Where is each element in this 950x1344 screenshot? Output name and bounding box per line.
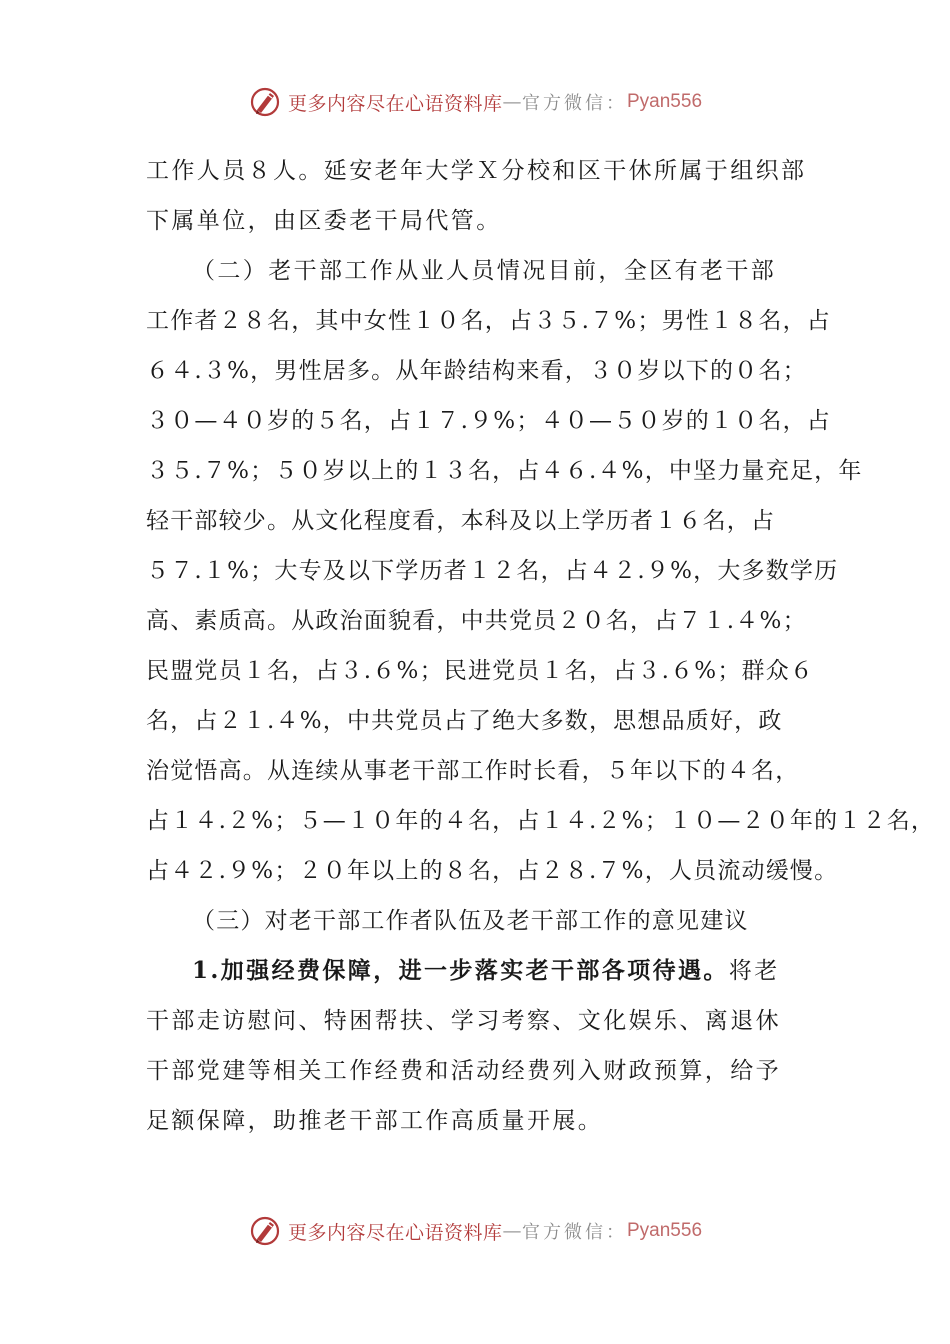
paragraph-line: 干部党建等相关工作经费和活动经费列入财政预算，给予 <box>146 1058 781 1084</box>
watermark-text: 更多内容尽在心语资料库 <box>287 1221 503 1244</box>
paragraph-line: 占１４.２%；５—１０年的４名，占１４.２%；１０—２０年的１２名， <box>146 808 936 834</box>
paragraph-line: ６４.３%，男性居多。从年龄结构来看，３０岁以下的０名； <box>146 358 807 384</box>
paragraph-line: 工作者２８名，其中女性１０名，占３５.７%；男性１８名，占 <box>146 308 831 334</box>
paragraph-line: ３０—４０岁的５名，占１７.９%；４０—５０岁的１０名，占 <box>146 408 831 434</box>
recommendation-title: 1.加强经费保障，进一步落实老干部各项待遇。 <box>192 957 729 984</box>
recommendation-text-start: 将老 <box>728 958 780 984</box>
paragraph-line: 轻干部较少。从文化程度看，本科及以上学历者１６名，占 <box>146 508 776 534</box>
paragraph-line: 下属单位，由区委老干局代管。 <box>146 208 502 234</box>
paragraph-line: 干部走访慰问、特困帮扶、学习考察、文化娱乐、离退休 <box>146 1008 781 1034</box>
section-heading-3: （三）对老干部工作者队伍及老干部工作的意见建议 <box>192 908 749 934</box>
watermark-dash: — <box>502 91 522 113</box>
paragraph-line: 治觉悟高。从连续从事老干部工作时长看，５年以下的４名， <box>146 758 800 784</box>
watermark-text: 更多内容尽在心语资料库 <box>287 92 503 115</box>
watermark-wechat-id: Pyan556 <box>627 91 703 112</box>
paragraph-line: 占４２.９%；２０年以上的８名，占２８.７%，人员流动缓慢。 <box>146 858 839 884</box>
watermark-dash: — <box>502 1220 522 1242</box>
watermark-footer <box>0 1209 950 1253</box>
pen-logo-icon <box>248 1214 282 1248</box>
paragraph-line: ３５.７%；５０岁以上的１３名，占４６.４%，中坚力量充足，年 <box>146 458 863 484</box>
paragraph-line: ５７.１%；大专及以下学历者１２名，占４２.９%，大多数学历 <box>146 558 839 584</box>
watermark-wechat-id: Pyan556 <box>627 1220 703 1241</box>
recommendation-line <box>146 946 811 996</box>
paragraph-line: 工作人员８人。延安老年大学Ｘ分校和区干休所属于组织部 <box>146 158 807 184</box>
document-body <box>146 146 936 1146</box>
pen-logo-icon <box>248 85 282 119</box>
paragraph-line: 高、素质高。从政治面貌看，中共党员２０名，占７１.４%； <box>146 608 807 634</box>
watermark-header <box>0 80 950 124</box>
paragraph-line: 足额保障，助推老干部工作高质量开展。 <box>146 1108 604 1134</box>
watermark-official-label: 官方微信： <box>522 93 627 114</box>
paragraph-line: 民盟党员１名，占３.６%；民进党员１名，占３.６%；群众６ <box>146 658 815 684</box>
section-heading-2: （二）老干部工作从业人员情况目前，全区有老干部 <box>192 258 777 284</box>
paragraph-line: 名，占２１.４%，中共党员占了绝大多数，思想品质好，政 <box>146 708 783 734</box>
watermark-official-label: 官方微信： <box>522 1222 627 1243</box>
